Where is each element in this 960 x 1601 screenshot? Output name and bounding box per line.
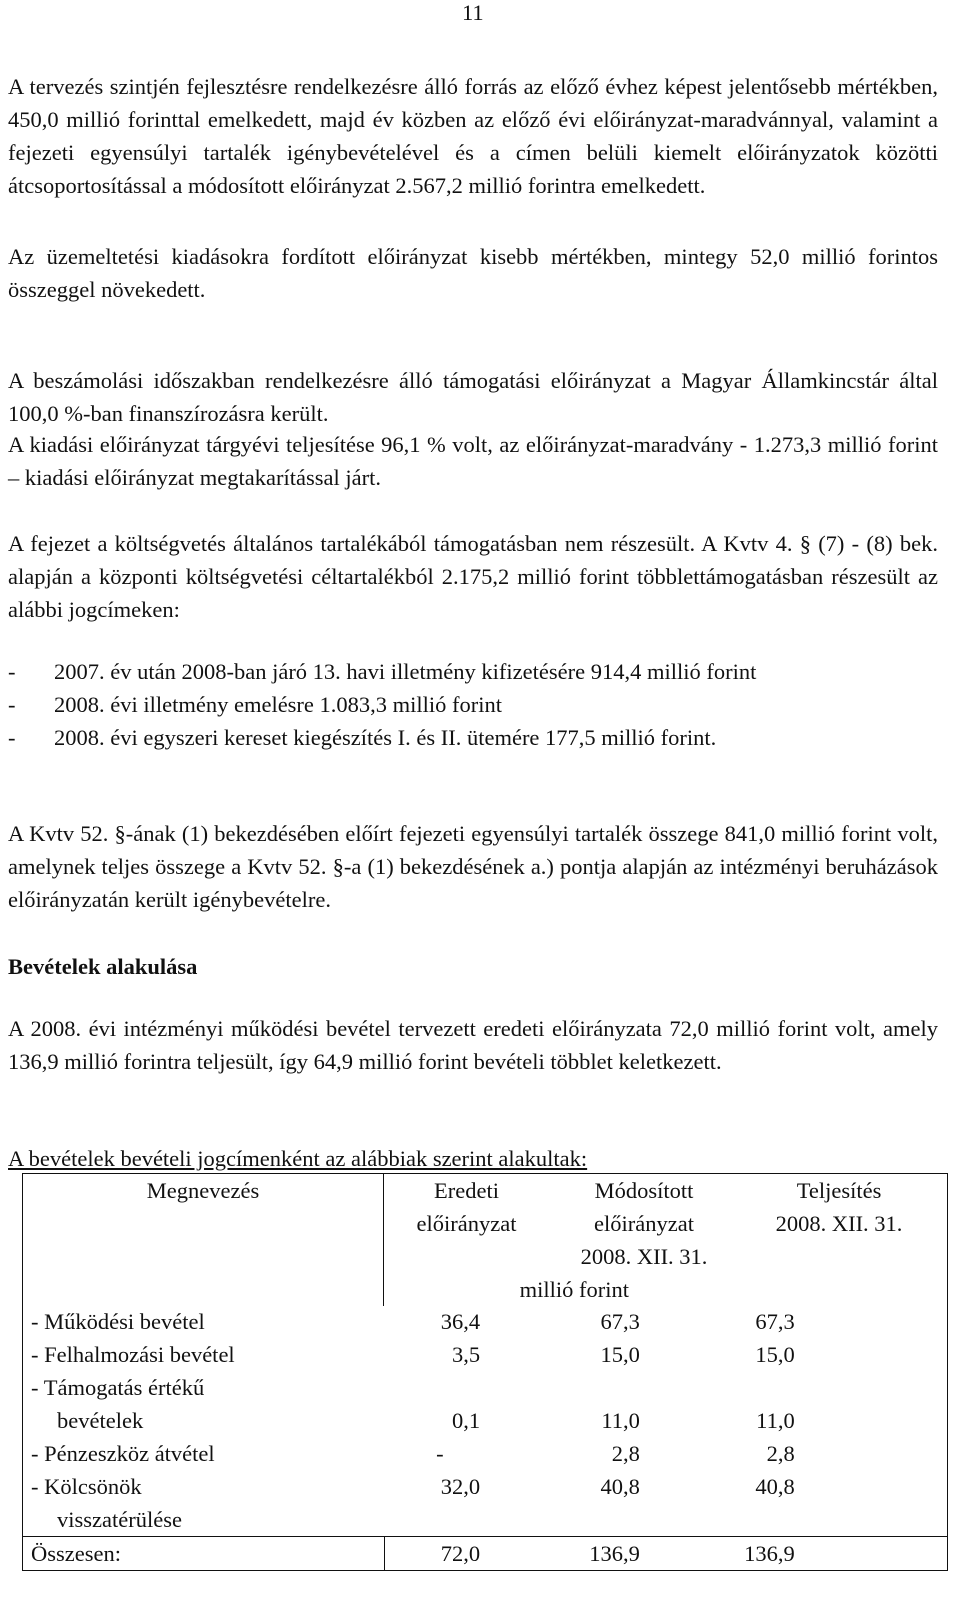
table-intro: A bevételek bevételi jogcímenként az alábbiak szerint alakultak: xyxy=(8,1146,588,1171)
paragraph-reserve: A fejezet a költségvetés általános tartalékából támogatásban nem részesült. A Kvtv 4. § (7) - (8) bek. alapján a központi költségvetési céltartalékból 2.175,2 millió forint többlettámogatásban részesült az alábbi jogcímeken: xyxy=(8,531,938,622)
bullet-dash: - xyxy=(8,659,16,684)
row-actual: 11,0 xyxy=(756,1408,795,1433)
row-original: 0,1 xyxy=(451,1408,481,1433)
row-actual: 2,8 xyxy=(766,1441,795,1466)
section-heading: Bevételek alakulása xyxy=(8,954,198,979)
row-actual: 40,8 xyxy=(755,1474,795,1499)
revenue-table xyxy=(22,1173,948,1306)
row-modified: 40,8 xyxy=(600,1474,640,1499)
table-row xyxy=(23,1371,948,1437)
table-header-row xyxy=(23,1174,948,1307)
list-item xyxy=(8,655,938,688)
row-label: - Támogatás értékű bevételek xyxy=(31,1375,205,1433)
bullet-text: 2007. év után 2008-ban járó 13. havi illetmény kifizetésére 914,4 millió forint xyxy=(54,659,757,684)
total-label: Összesen: xyxy=(23,1537,385,1571)
row-modified: 67,3 xyxy=(600,1309,640,1334)
row-actual: 15,0 xyxy=(755,1342,795,1367)
row-label: - Felhalmozási bevétel xyxy=(31,1342,235,1367)
bullet-list xyxy=(8,655,938,754)
header-actual: Teljesítés 2008. XII. 31. xyxy=(775,1178,903,1236)
total-original: 72,0 xyxy=(440,1541,481,1566)
row-modified: 2,8 xyxy=(611,1441,640,1466)
total-actual: 136,9 xyxy=(744,1541,795,1566)
row-label: - Pénzeszköz átvétel xyxy=(31,1441,215,1466)
page-number: 11 xyxy=(462,0,484,25)
paragraph-funding: A beszámolási időszakban rendelkezésre álló támogatási előirányzat a Magyar Államkincstár által 100,0 %-ban finanszírozásra került. xyxy=(8,368,938,426)
row-original: 36,4 xyxy=(440,1309,481,1334)
row-label: - Kölcsönök visszatérülése xyxy=(31,1474,182,1532)
paragraph-expenditure: A kiadási előirányzat tárgyévi teljesítése 96,1 % volt, az előirányzat-maradvány - 1.273,3 millió forint – kiadási előirányzat megtakarítással járt. xyxy=(8,432,938,490)
row-original: 3,5 xyxy=(451,1342,481,1367)
table-row xyxy=(23,1338,948,1371)
bullet-text: 2008. évi egyszeri kereset kiegészítés I. és II. ütemére 177,5 millió forint. xyxy=(54,725,717,750)
list-item xyxy=(8,721,938,754)
bullet-dash: - xyxy=(8,725,16,750)
paragraph-kvtv52: A Kvtv 52. §-ának (1) bekezdésében előírt fejezeti egyensúlyi tartalék összege 841,0 millió forint volt, amelynek teljes összege a Kvtv 52. §-a (1) bekezdésének a.) pontja alapján az intézményi beruházások előirányzatán került igénybevételre. xyxy=(8,821,938,912)
revenue-table-body xyxy=(22,1305,948,1571)
list-item xyxy=(8,688,938,721)
row-original: - xyxy=(436,1441,444,1466)
header-original: Eredeti előirányzat xyxy=(416,1178,517,1236)
bullet-dash: - xyxy=(8,692,16,717)
table-total-row xyxy=(23,1537,948,1571)
header-name: Megnevezés xyxy=(23,1174,384,1307)
table-row xyxy=(23,1470,948,1537)
row-modified: 15,0 xyxy=(600,1342,640,1367)
row-original: 32,0 xyxy=(440,1474,481,1499)
paragraph-revenue: A 2008. évi intézményi működési bevétel tervezett eredeti előirányzata 72,0 millió forint volt, amely 136,9 millió forintra teljesült, így 64,9 millió forint bevételi többlet keletkezett. xyxy=(8,1016,938,1074)
paragraph-operating-expenses: Az üzemeltetési kiadásokra fordított előirányzat kisebb mértékben, mintegy 52,0 millió forintos összeggel növekedett. xyxy=(8,244,938,302)
row-actual: 67,3 xyxy=(755,1309,795,1334)
table-row xyxy=(23,1305,948,1338)
bullet-text: 2008. évi illetmény emelésre 1.083,3 millió forint xyxy=(54,692,503,717)
paragraph-development-funds: A tervezés szintjén fejlesztésre rendelkezésre álló forrás az előző évhez képest jelentősebb mértékben, 450,0 millió forinttal emelkedett, majd év közben az előző évi előirányzat-maradvánnyal, valamint a fejezeti egyensúlyi tartalék igénybevételével és a címen belüli kiemelt előirányzatok közötti átcsoportosítással a módosított előirányzat 2.567,2 millió forintra emelkedett. xyxy=(8,74,938,198)
table-row xyxy=(23,1437,948,1470)
row-modified: 11,0 xyxy=(601,1408,640,1433)
total-modified: 136,9 xyxy=(589,1541,640,1566)
header-modified: Módosított előirányzat 2008. XII. 31. xyxy=(580,1178,708,1269)
unit-label: millió forint xyxy=(519,1277,630,1302)
row-label: - Működési bevétel xyxy=(31,1309,205,1334)
